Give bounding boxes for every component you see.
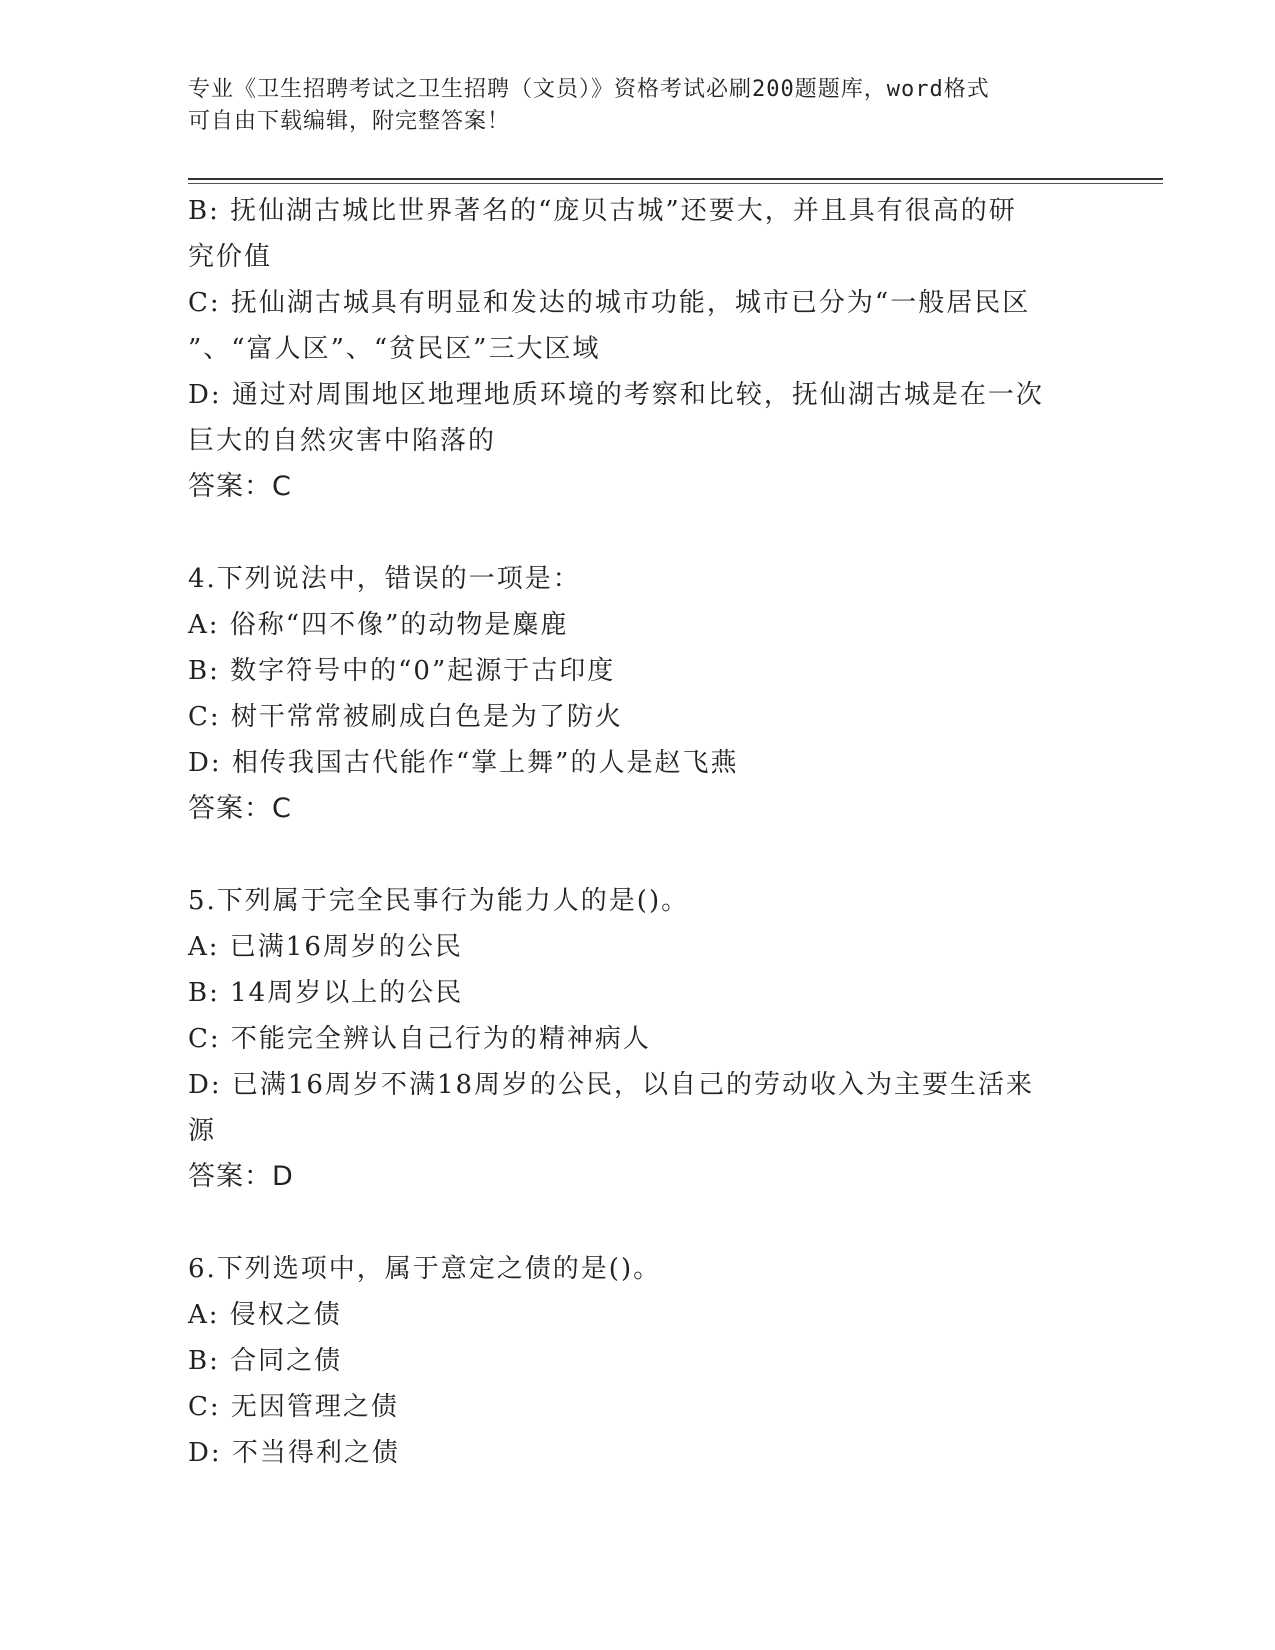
header-line-1: 专业《卫生招聘考试之卫生招聘（文员）》资格考试必刷200题题库，word格式: [188, 77, 990, 102]
option-b: B: 14周岁以上的公民: [188, 978, 464, 1008]
header-divider-thick: [188, 178, 1163, 180]
header-line-2: 可自由下载编辑，附完整答案！: [188, 109, 511, 134]
answer-4: 答案：C: [188, 793, 292, 824]
option-a: A: 已满16周岁的公民: [188, 932, 463, 962]
option-c-line-1: C: 抚仙湖古城具有明显和发达的城市功能，城市已分为“一般居民区: [188, 288, 1031, 318]
question-list: [188, 188, 1088, 1476]
question-stem: 4.下列说法中，错误的一项是：: [188, 564, 581, 594]
option-c: C: 树干常常被刷成白色是为了防火: [188, 702, 623, 732]
question-6: [188, 1246, 1088, 1476]
spacer: [188, 832, 1088, 878]
header-divider-thin: [188, 183, 1163, 184]
option-a: A: 侵权之债: [188, 1300, 342, 1330]
option-d: D: 不当得利之债: [188, 1438, 400, 1468]
question-5: [188, 878, 1088, 1200]
option-c-line-2: ”、“富人区”、“贫民区”三大区域: [188, 334, 601, 364]
document-header: [188, 74, 1088, 138]
question-3-continued: [188, 188, 1088, 510]
option-a: A: 俗称“四不像”的动物是麋鹿: [188, 610, 569, 640]
option-d-line-1: D: 已满16周岁不满18周岁的公民，以自己的劳动收入为主要生活来: [188, 1070, 1035, 1100]
answer-5: 答案：D: [188, 1161, 294, 1192]
option-d-line-1: D: 通过对周围地区地理地质环境的考察和比较，抚仙湖古城是在一次: [188, 380, 1044, 410]
option-b: B: 合同之债: [188, 1346, 343, 1376]
option-c: C: 不能完全辨认自己行为的精神病人: [188, 1024, 651, 1054]
option-b: B: 数字符号中的“0”起源于古印度: [188, 656, 616, 686]
question-4: [188, 556, 1088, 832]
spacer: [188, 510, 1088, 556]
option-d-line-2: 巨大的自然灾害中陷落的: [188, 426, 497, 456]
option-b-line-2: 究价值: [188, 242, 273, 272]
option-c: C: 无因管理之债: [188, 1392, 399, 1422]
option-d-line-2: 源: [188, 1116, 217, 1146]
option-d: D: 相传我国古代能作“掌上舞”的人是赵飞燕: [188, 748, 739, 778]
spacer: [188, 1200, 1088, 1246]
question-stem: 6.下列选项中，属于意定之债的是()。: [188, 1254, 662, 1284]
option-b-line-1: B: 抚仙湖古城比世界著名的“庞贝古城”还要大，并且具有很高的研: [188, 196, 1017, 226]
answer-3: 答案：C: [188, 471, 292, 502]
question-stem: 5.下列属于完全民事行为能力人的是()。: [188, 886, 690, 916]
